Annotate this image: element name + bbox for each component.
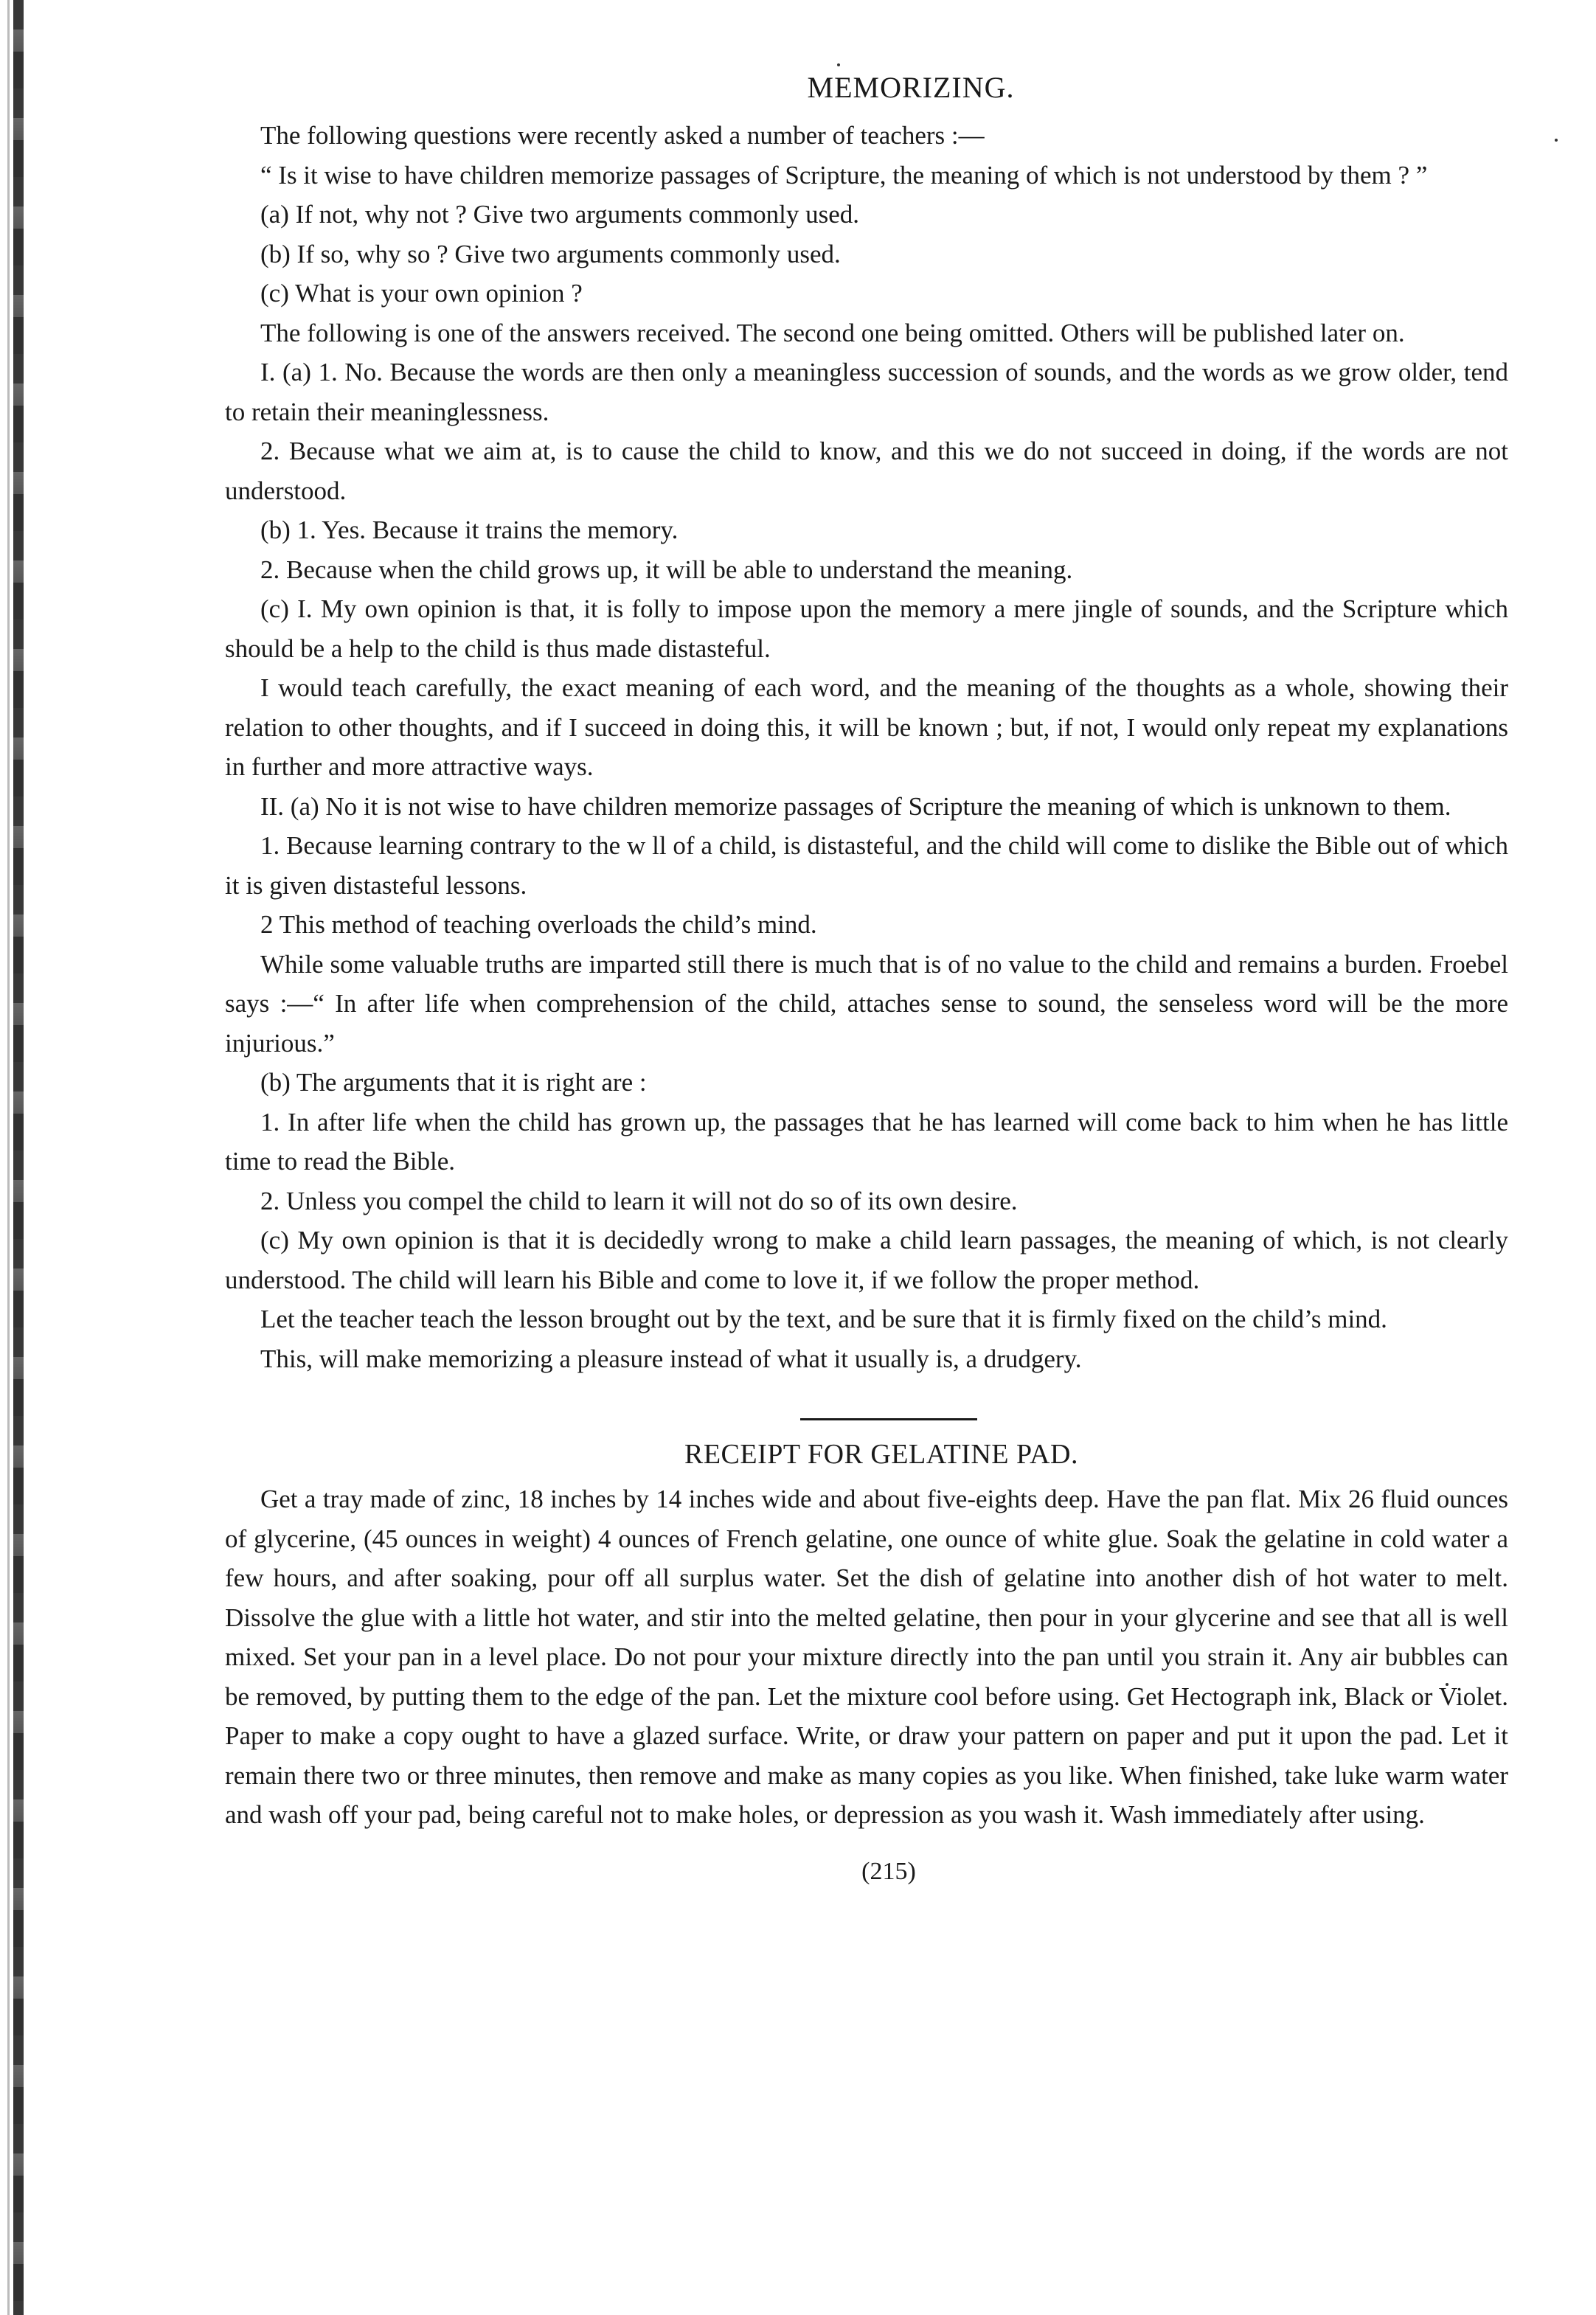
article-paragraph: II. (a) No it is not wise to have children memorize passages of Scripture the meaning of which is unknown to them.: [260, 791, 1451, 821]
article-paragraph: (b) If so, why so ? Give two arguments commonly used.: [260, 239, 841, 268]
article-paragraph: I would teach carefully, the exact meaning of each word, and the meaning of the thoughts as a whole, showing their relation to other thoughts, and if I succeed in doing this, it will be known ; but, if not, I would only repeat my explanations in further and more attractive ways.: [225, 673, 1508, 781]
receipt-title: RECEIPT FOR GELATINE PAD.: [684, 1439, 1078, 1470]
article-paragraph: (c) I. My own opinion is that, it is folly to impose upon the memory a mere jingle of sounds, and the Scripture which should be a help to the child is thus made distasteful.: [225, 594, 1508, 663]
article-paragraph: 2 This method of teaching overloads the child’s mind.: [260, 910, 817, 939]
article-paragraph: “ Is it wise to have children memorize passages of Scripture, the meaning of which is not understood by them ? ”: [260, 160, 1428, 190]
book-binding: [13, 0, 24, 2315]
gelatine-receipt: [225, 1437, 1508, 1835]
receipt-paragraph: Get a tray made of zinc, 18 inches by 14 inches wide and about five-eights deep. Have the pan flat. Mix 26 fluid ounces of glycerine, (45 ounces in weight) 4 ounces of French gelatine, one ounce of white glue. Soak the gelatine in cold water a few hours, and after soaking, pour off all surplus water. Set the dish of gelatine into another dish of hot water to melt. Dissolve the glue with a little hot water, and stir into the melted gelatine, then pour in your glycerine and see that all is well mixed. Set your pan in a level place. Do not pour your mixture directly into the pan until you strain it. Any air bubbles can be removed, by putting them to the edge of the pan. Let the mixture cool before using. Get Hectograph ink, Black or Violet. Paper to make a copy ought to have a glazed surface. Write, or draw your pattern on paper and put it upon the pad. Let it remain there two or three minutes, then remove and make as many copies as you like. When finished, take luke warm water and wash off your pad, being careful not to make holes, or depression as you wash it. Wash immediately after using.: [225, 1485, 1508, 1829]
article-paragraph: 2. Because when the child grows up, it will be able to understand the meaning.: [260, 555, 1073, 584]
article-paragraph: 1. Because learning contrary to the w ll of a child, is distasteful, and the child will come to dislike the Bible out of which it is given distasteful lessons.: [225, 831, 1508, 900]
article-paragraph: Let the teacher teach the lesson brought out by the text, and be sure that it is firmly fixed on the child’s mind.: [260, 1305, 1387, 1333]
article-paragraph: 2. Unless you compel the child to learn it will not do so of its own desire.: [260, 1186, 1018, 1215]
article-paragraph: The following questions were recently asked a number of teachers :—: [260, 121, 985, 150]
article-paragraph: (a) If not, why not ? Give two arguments commonly used.: [260, 200, 859, 229]
article-paragraph: (b) 1. Yes. Because it trains the memory.: [260, 516, 679, 544]
page-number: (215): [861, 1857, 916, 1885]
article-paragraph: (c) My own opinion is that it is decidedly wrong to make a child learn passages, the meaning of which, is not clearly understood. The child will learn his Bible and come to love it, if we follow the proper method.: [225, 1226, 1508, 1294]
ink-speck: [837, 63, 840, 66]
page-content: [225, 70, 1508, 1888]
article-paragraph: The following is one of the answers received. The second one being omitted. Others will be published later on.: [260, 318, 1405, 347]
ink-speck: [1555, 139, 1558, 142]
article-paragraph: (c) What is your own opinion ?: [260, 279, 583, 308]
memorizing-article: [225, 70, 1508, 1378]
article-paragraph: 1. In after life when the child has grown up, the passages that he has learned will come back to him when he has little time to read the Bible.: [225, 1107, 1508, 1176]
article-paragraph: (b) The arguments that it is right are :: [260, 1068, 647, 1097]
article-title: MEMORIZING.: [807, 71, 1015, 104]
article-paragraph: This, will make memorizing a pleasure instead of what it usually is, a drudgery.: [260, 1344, 1082, 1373]
article-paragraph: While some valuable truths are imparted still there is much that is of no value to the child and remains a burden. Froebel says :—“ In after life when comprehension of the child, attaches sense to sound, the senseless word will be the more injurious.”: [225, 949, 1508, 1058]
binding-shadow: [7, 0, 10, 2315]
section-divider: [800, 1418, 977, 1420]
article-paragraph: I. (a) 1. No. Because the words are then only a meaningless succession of sounds, and the words as we grow older, tend to retain their meaninglessness.: [225, 358, 1508, 426]
article-paragraph: 2. Because what we aim at, is to cause the child to know, and this we do not succeed in doing, if the words are not understood.: [225, 437, 1508, 505]
